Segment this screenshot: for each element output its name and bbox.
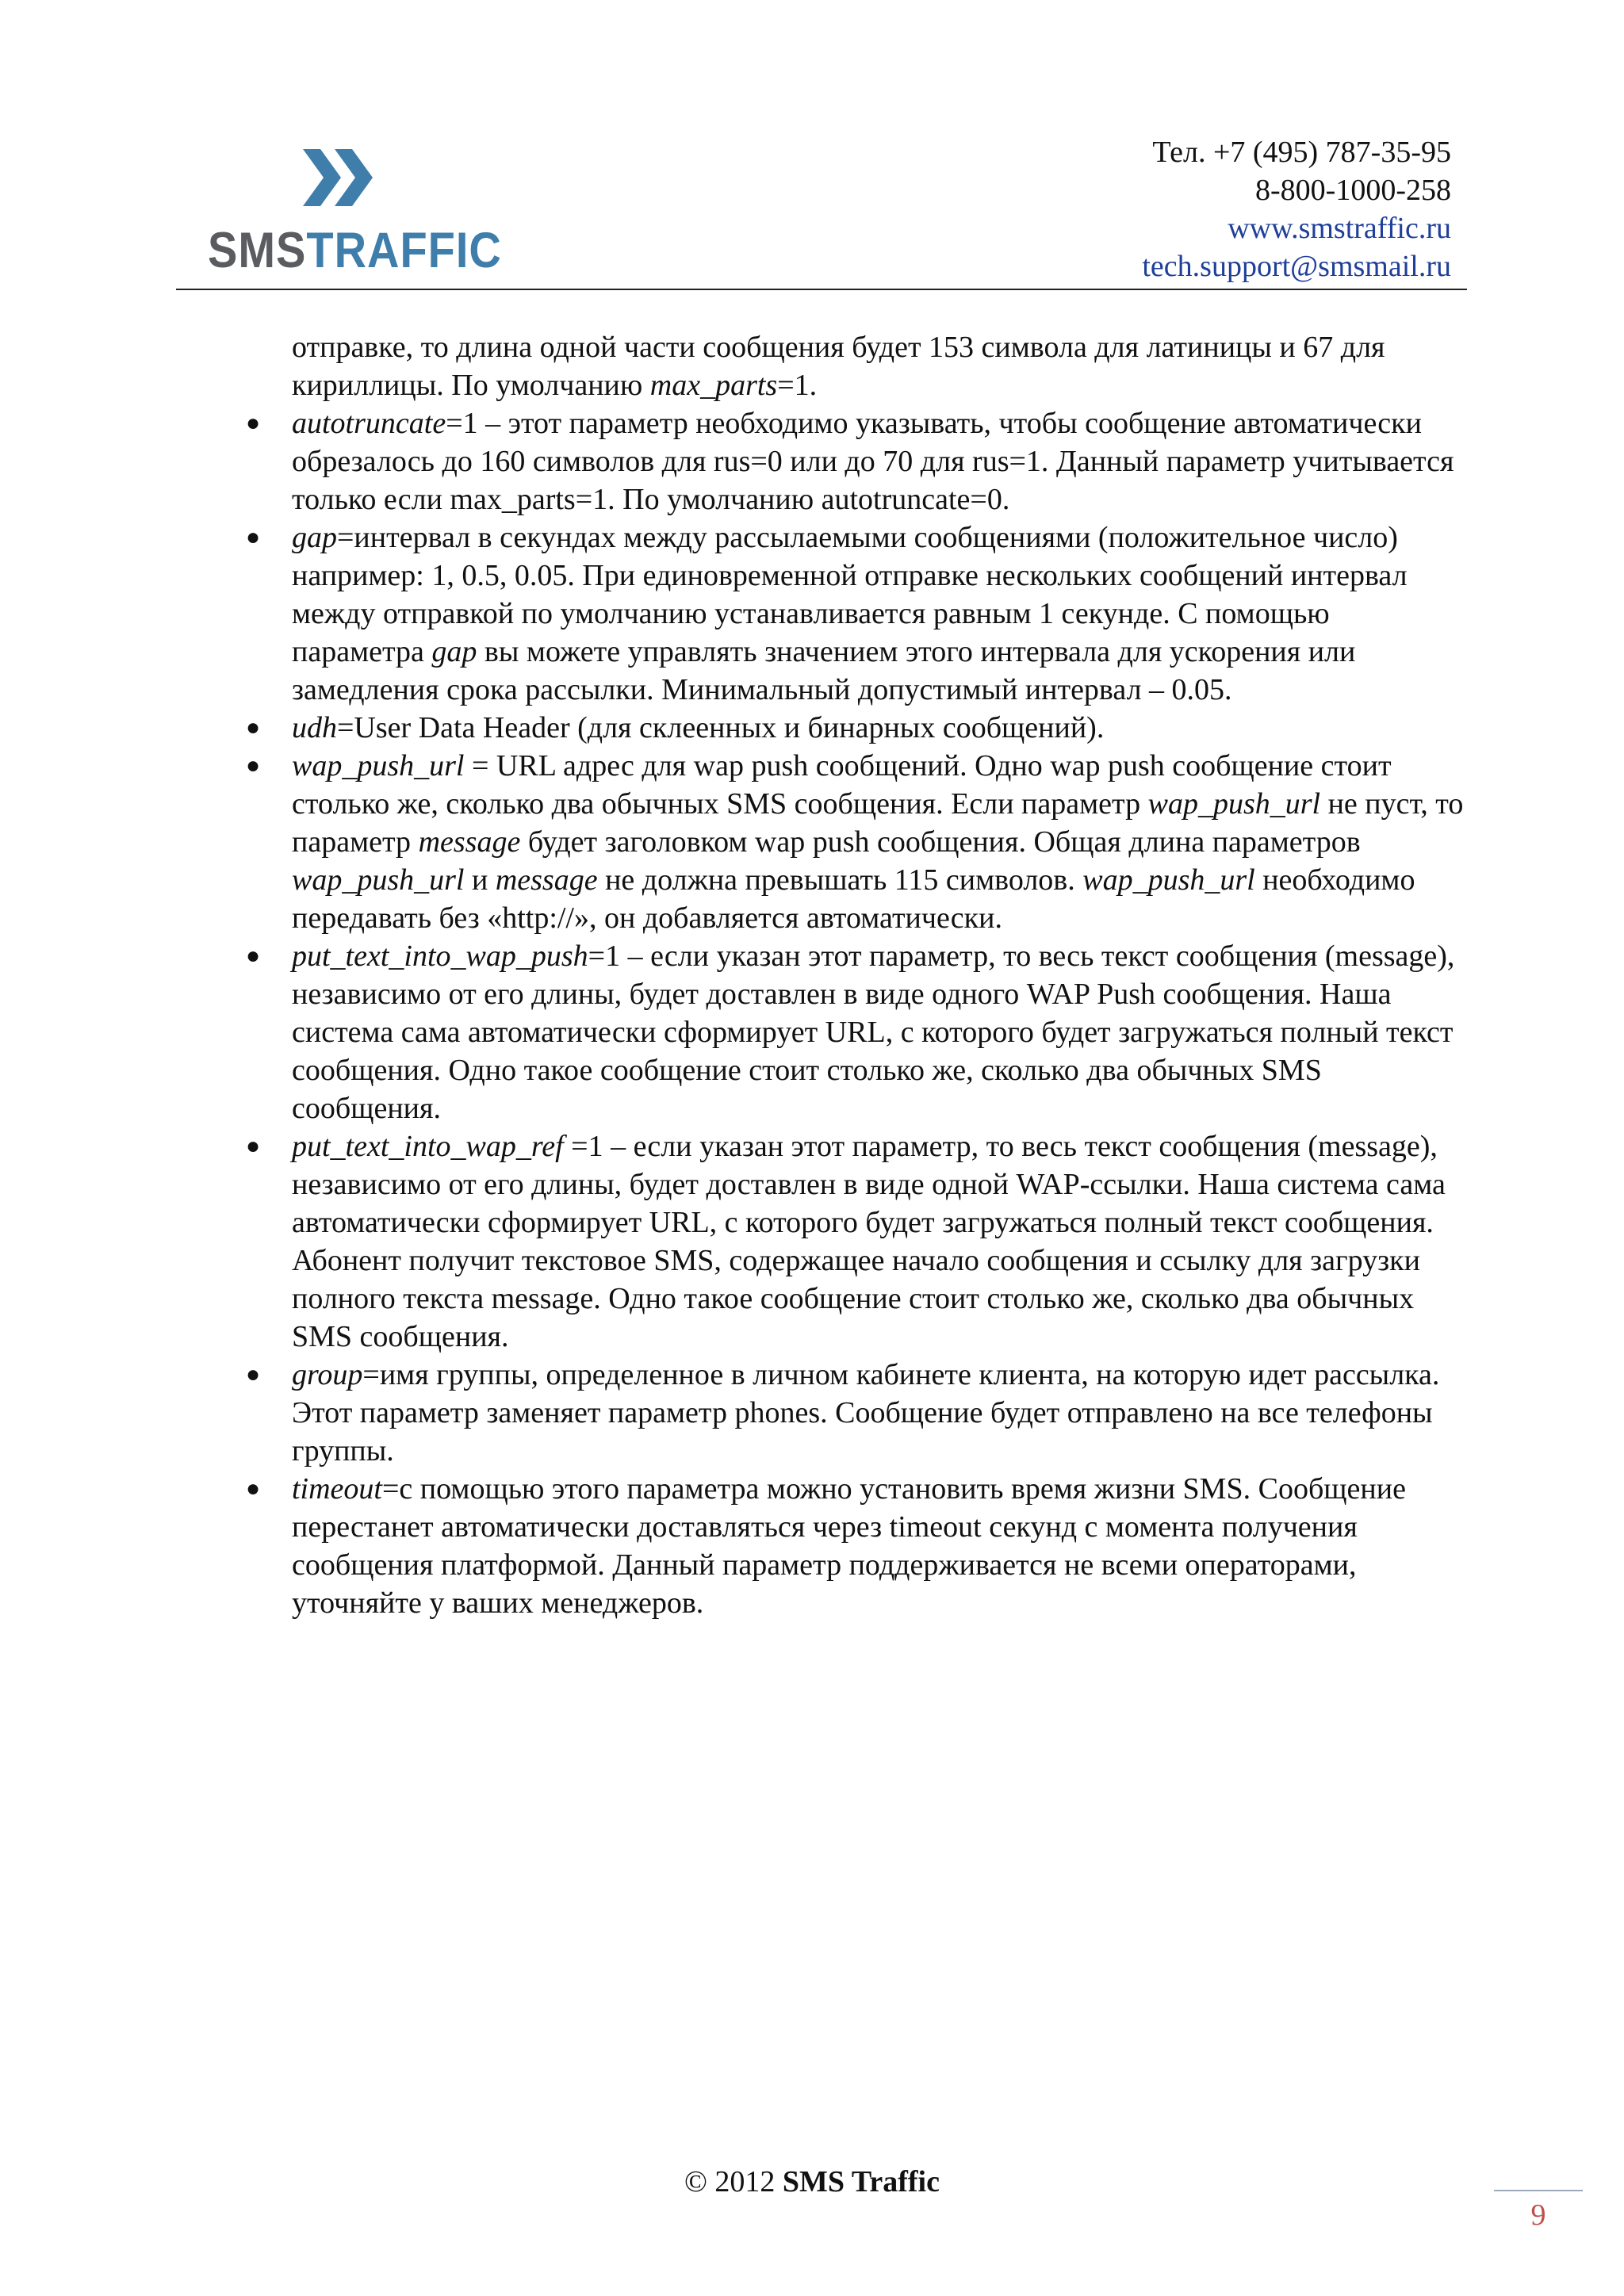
page-number-divider [1494, 2190, 1583, 2191]
param-term: put_text_into_wap_push [292, 939, 588, 973]
list-item-timeout [246, 1470, 1465, 1622]
intro-paragraph [292, 328, 1465, 404]
header-divider [176, 289, 1467, 290]
bullet-icon: ● [246, 752, 261, 779]
param-description: =1 – если указан этот параметр, то весь текст сообщения (message), независимо от его длины, будет доставлен в виде одного WAP Push сообщения. Наша система сама автоматически сформирует URL, с которого будет загружаться полный текст сообщения. Одно такое сообщение стоит столько же, сколько два обычных SMS сообщения. [292, 939, 1455, 1125]
website-link[interactable]: www.smstraffic.ru [1228, 212, 1451, 245]
double-chevron-right-icon [303, 149, 379, 206]
param-term: timeout [292, 1472, 382, 1506]
logo-text-traffic: TRAFFIC [306, 221, 502, 278]
bullet-icon: ● [246, 410, 261, 436]
list-item-put-text-into-wap-push [246, 937, 1465, 1127]
list-item-gap [246, 519, 1465, 709]
param-term: udh [292, 711, 337, 744]
param-description: =имя группы, определенное в личном кабинете клиента, на которую идет рассылка. Этот параметр заменяет параметр phones. Сообщение будет отправлено на все телефоны группы. [292, 1358, 1440, 1468]
bullet-icon: ● [246, 714, 261, 740]
param-term: group [292, 1358, 363, 1391]
param-term: max_parts [649, 369, 778, 402]
param-description: вы можете управлять значением этого интервала для ускорения или замедления срока рассылки. Минимальный допустимый интервал – 0.05. [292, 635, 1356, 706]
bullet-icon: ● [246, 943, 261, 969]
list-item-udh [246, 709, 1465, 747]
list-item-autotruncate [246, 404, 1465, 519]
param-term: message [495, 863, 598, 897]
param-description: =1 – если указан этот параметр, то весь текст сообщения (message), независимо от его длины, будет доставлен в виде одной WAP-ссылки. Наша система сама автоматически сформирует URL, с которого будет загружаться полный текст сообщения. Абонент получит текстовое SMS, содержащее начало сообщения и ссылку для загрузки полного текста message. Одно такое сообщение стоит столько же, сколько два обычных SMS сообщения. [292, 1130, 1446, 1353]
document-body [246, 328, 1465, 1622]
intro-text: отправке, то длина одной части сообщения будет 153 символа для латиницы и 67 для кириллицы. По умолчанию [292, 331, 1385, 402]
company-logo [208, 143, 502, 278]
copyright-text: © 2012 [684, 2165, 783, 2198]
logo-text-sms: SMS [208, 221, 307, 278]
bullet-icon: ● [246, 1475, 261, 1502]
contact-info [1142, 133, 1451, 285]
bullet-icon: ● [246, 524, 261, 550]
param-description: не должна превышать 115 символов. [597, 863, 1083, 897]
param-term: put_text_into_wap_ref [292, 1130, 564, 1163]
param-term: gap [431, 635, 477, 668]
param-description: =интервал в секундах между рассылаемыми сообщениями (положительное число) например: 1, 0.5, 0.05. При единовременной отправке нескольких сообщений интервал между отправкой по умолчанию устанавливается равным 1 секунде. С помощью параметра [292, 521, 1408, 668]
logo-wordmark [208, 221, 502, 278]
footer-copyright [0, 2163, 1624, 2201]
param-term: message [418, 825, 521, 859]
list-item-put-text-into-wap-ref [246, 1127, 1465, 1356]
param-description: не пуст, то параметр [292, 787, 1464, 859]
list-item-wap-push-url [246, 747, 1465, 937]
list-item-group [246, 1356, 1465, 1470]
param-term: wap_push_url [1147, 787, 1321, 821]
param-description: = URL адрес для wap push сообщений. Одно wap push сообщение стоит столько же, сколько два обычных SMS сообщения. Если параметр [292, 749, 1392, 821]
param-term: wap_push_url [1082, 863, 1255, 897]
param-term: wap_push_url [292, 749, 465, 783]
footer-brand: SMS Traffic [782, 2165, 940, 2198]
bullet-icon: ● [246, 1133, 261, 1159]
intro-suffix: =1. [777, 369, 818, 402]
param-description: и [464, 863, 496, 897]
param-term: autotruncate [292, 407, 446, 440]
page-number: 9 [1530, 2198, 1546, 2232]
param-description: =1 – этот параметр необходимо указывать, чтобы сообщение автоматически обрезалось до 160 символов для rus=0 или до 70 для rus=1. Данный параметр учитывается только если max_parts=1. По умолчанию autotruncate=0. [292, 407, 1454, 516]
free-phone-number: 8-800-1000-258 [1255, 174, 1451, 207]
param-term: wap_push_url [292, 863, 465, 897]
phone-number: Тел. +7 (495) 787-35-95 [1152, 136, 1451, 169]
param-description: будет заголовком wap push сообщения. Общая длина параметров [520, 825, 1361, 859]
param-term: gap [292, 521, 337, 554]
param-description: =User Data Header (для склеенных и бинарных сообщений). [337, 711, 1105, 744]
parameter-list [246, 404, 1465, 1622]
param-description: необходимо передавать без «http://», он добавляется автоматически. [292, 863, 1415, 935]
param-description: =с помощью этого параметра можно установить время жизни SMS. Сообщение перестанет автоматически доставляться через timeout секунд с момента получения сообщения платформой. Данный параметр поддерживается не всеми операторами, уточняйте у ваших менеджеров. [292, 1472, 1406, 1620]
bullet-icon: ● [246, 1361, 261, 1387]
support-email-link[interactable]: tech.support@smsmail.ru [1142, 250, 1451, 283]
